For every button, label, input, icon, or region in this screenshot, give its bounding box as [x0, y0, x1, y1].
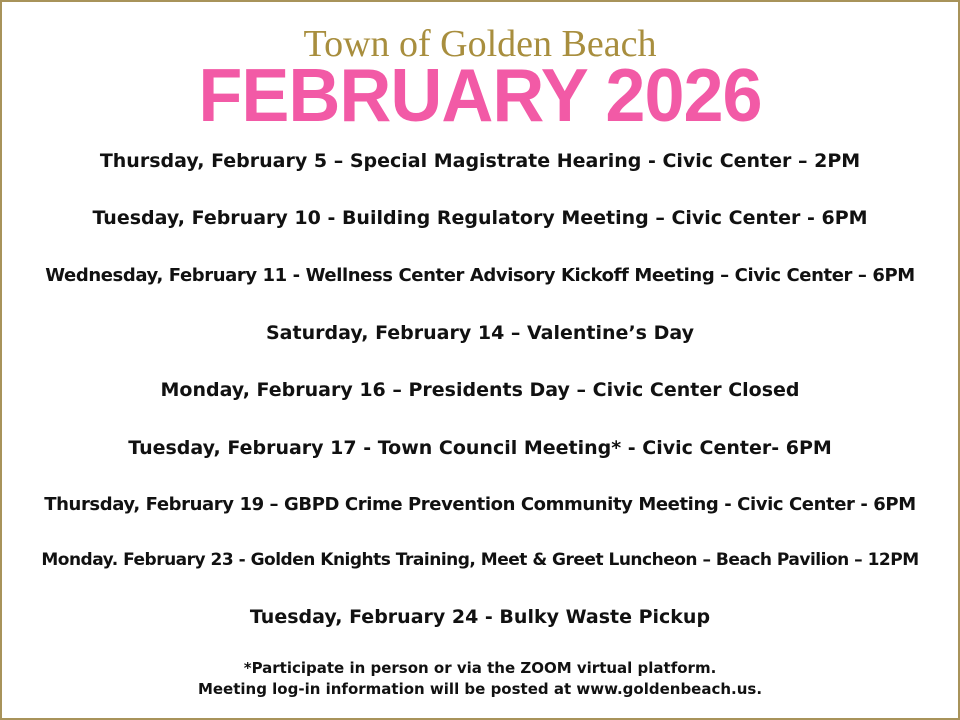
event-item: Saturday, February 14 – Valentine’s Day: [266, 322, 694, 344]
event-item: Wednesday, February 11 - Wellness Center Advisory Kickoff Meeting – Civic Center – 6PM: [45, 265, 915, 286]
footnote-line: Meeting log-in information will be posted at www.goldenbeach.us.: [197, 680, 763, 698]
event-item: Thursday, February 19 – GBPD Crime Prevention Community Meeting - Civic Center - 6PM: [44, 494, 916, 515]
event-item: Tuesday, February 17 - Town Council Meeting* - Civic Center- 6PM: [128, 437, 832, 459]
town-name: Town of Golden Beach: [303, 23, 657, 65]
event-item: Monday. February 23 - Golden Knights Training, Meet & Greet Luncheon – Beach Pavilion – 12PM: [41, 550, 919, 570]
event-item: Tuesday, February 10 - Building Regulatory Meeting – Civic Center - 6PM: [92, 207, 868, 229]
footnote: [2, 658, 958, 700]
event-item: Tuesday, February 24 - Bulky Waste Pickup: [249, 606, 711, 628]
footnote-line: *Participate in person or via the ZOOM virtual platform.: [243, 659, 717, 677]
event-item: Monday, February 16 – Presidents Day – Civic Center Closed: [160, 379, 800, 401]
month-title: FEBRUARY 2026: [198, 54, 762, 138]
event-item: Thursday, February 5 – Special Magistrate Hearing - Civic Center – 2PM: [99, 150, 861, 172]
event-list: [2, 2, 958, 718]
